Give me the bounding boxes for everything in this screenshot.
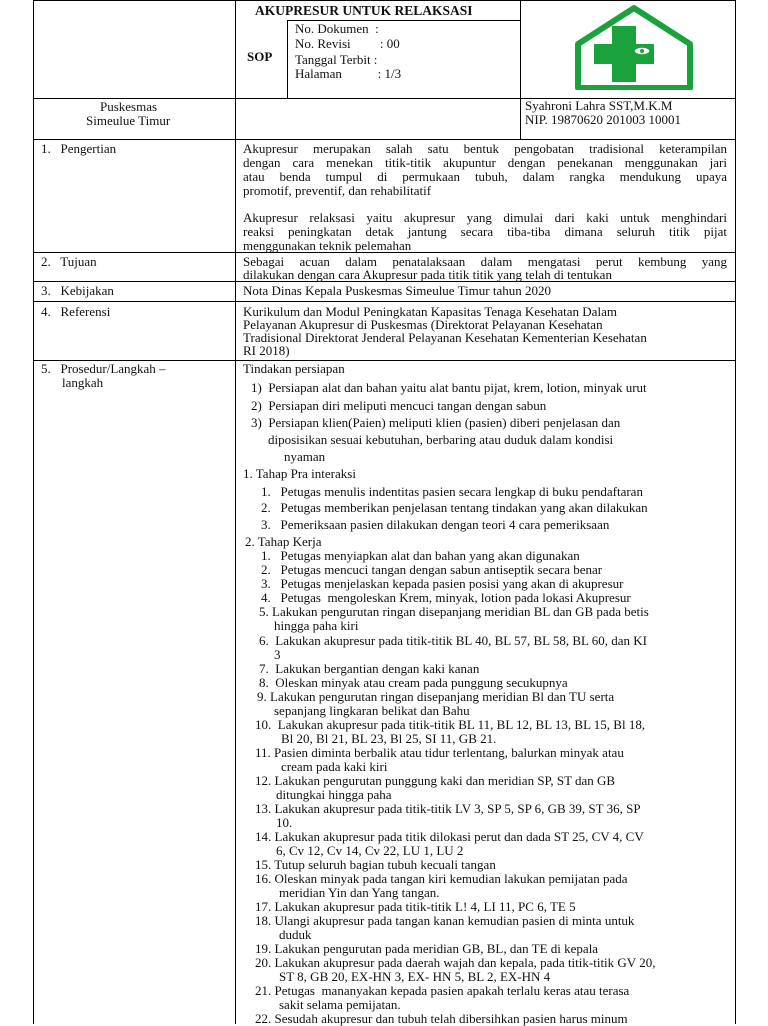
prosedur-line: 20. Lakukan akupresur pada daerah wajah dan kepala, pada titik-titik GV 20,: [255, 955, 656, 970]
prosedur-line: 3. Petugas menjelaskan kepada pasien posisi yang akan di akupresur: [261, 576, 624, 591]
prosedur-line: diposisikan sesuai kebutuhan, berbaring atau duduk dalam kondisi: [268, 432, 614, 447]
prosedur-line: 3. Pemeriksaan pasien dilakukan dengan teori 4 cara pemeriksaan: [261, 517, 610, 532]
prosedur-line: duduk: [279, 927, 312, 942]
prosedur-line: 12. Lakukan pengurutan punggung kaki dan meridian SP, ST dan GB: [255, 773, 616, 788]
prosedur-line: 15. Tutup seluruh bagian tubuh kecuali tangan: [255, 857, 496, 872]
org-location: Simeulue Timur: [86, 113, 171, 128]
referensi-line: RI 2018): [243, 343, 290, 358]
section-label-prosedur: 5. Prosedur/Langkah –: [41, 361, 166, 376]
pengertian-line: atau benda tumpul di permukaan tubuh, dalam rangka mendukung upaya: [243, 169, 727, 184]
prosedur-line: 3) Persiapan klien(Paien) meliputi klien (pasien) diberi penjelasan dan: [251, 415, 621, 430]
prosedur-line: 1. Petugas menyiapkan alat dan bahan yang akan digunakan: [261, 548, 580, 563]
prosedur-line: 3: [274, 647, 281, 662]
prosedur-line: Bl 20, Bl 21, BL 23, Bl 25, SI 11, GB 21.: [281, 731, 497, 746]
sop-label: SOP: [247, 49, 273, 64]
tanggal-terbit: Tanggal Terbit :: [295, 52, 378, 67]
section-label-referensi: 4. Referensi: [41, 304, 111, 319]
prosedur-line: 7. Lakukan bergantian dengan kaki kanan: [259, 661, 480, 676]
pengertian-line: Akupresur relaksasi yaitu akupresur yang dimulai dari kaki untuk menghindari: [243, 210, 727, 225]
no-revisi: No. Revisi : 00: [295, 36, 400, 51]
pengertian-line: dengan cara menekan titik-titik akupuntur dengan penekanan menggunakan jari: [243, 155, 727, 170]
prosedur-line: 2) Persiapan diri meliputi mencuci tangan dengan sabun: [251, 398, 547, 413]
prosedur-line: 22. Sesudah akupresur dan tubuh telah dibersihkan pasien harus minum: [255, 1011, 628, 1026]
prosedur-line: 10. Lakukan akupresur pada titik-titik BL 11, BL 12, BL 13, BL 15, Bl 18,: [255, 717, 646, 732]
prosedur-line: 2. Tahap Kerja: [245, 534, 322, 549]
prosedur-line: 11. Pasien diminta berbalik atau tidur terlentang, balurkan minyak atau: [255, 745, 624, 760]
tujuan-line: dilakukan dengan cara Akupresur pada titik titik yang telah di tentukan: [243, 267, 612, 282]
tujuan-line: Sebagai acuan dalam penatalaksaan dalam mengatasi perut kembung yang: [243, 254, 727, 269]
prosedur-line: cream pada kaki kiri: [281, 759, 388, 774]
prosedur-line: 17. Lakukan akupresur pada titik-titik L! 4, LI 11, PC 6, TE 5: [255, 899, 576, 914]
referensi-line: Tradisional Direktorat Jenderal Pelayanan Kesehatan Kementerian Kesehatan: [243, 330, 647, 345]
prosedur-line: 9. Lakukan pengurutan ringan disepanjang meridian Bl dan TU serta: [257, 689, 615, 704]
pengertian-line: menggunakan teknik pelemahan: [243, 238, 412, 253]
prosedur-line: 2. Petugas mencuci tangan dengan sabun antiseptik secara benar: [261, 562, 603, 577]
section-label-tujuan: 2. Tujuan: [41, 254, 97, 269]
referensi-line: Kurikulum dan Modul Peningkatan Kapasitas Tenaga Kesehatan Dalam: [243, 304, 617, 319]
prosedur-line: nyaman: [284, 449, 326, 464]
prosedur-line: 1. Petugas menulis indentitas pasien secara lengkap di buku pendaftaran: [261, 484, 643, 499]
prosedur-line: 8. Oleskan minyak atau cream pada punggung secukupnya: [259, 675, 568, 690]
prosedur-line: 2. Petugas memberikan penjelasan tentang tindakan yang akan dilakukan: [261, 500, 648, 515]
section-label-kebijakan: 3. Kebijakan: [41, 283, 114, 298]
halaman: Halaman : 1/3: [295, 66, 402, 81]
prosedur-line: sepanjang lingkaran belikat dan Bahu: [274, 703, 470, 718]
prosedur-line: 13. Lakukan akupresur pada titik-titik LV 3, SP 5, SP 6, GB 39, ST 36, SP: [255, 801, 641, 816]
prosedur-line: 6, Cv 12, Cv 14, Cv 22, LU 1, LU 2: [276, 843, 464, 858]
prosedur-line: 4. Petugas mengoleskan Krem, minyak, lotion pada lokasi Akupresur: [261, 590, 631, 605]
referensi-line: Pelayanan Akupresur di Puskesmas (Direktorat Pelayanan Kesehatan: [243, 317, 603, 332]
pengertian-line: promotif, preventif, dan rehabilitatif: [243, 183, 432, 198]
prosedur-line: ST 8, GB 20, EX-HN 3, EX- HN 5, BL 2, EX-HN 4: [279, 969, 551, 984]
signatory-nip: NIP. 19870620 201003 10001: [525, 112, 682, 127]
prosedur-line: meridian Yin dan Yang tangan.: [279, 885, 440, 900]
prosedur-line: 6. Lakukan akupresur pada titik-titik BL 40, BL 57, BL 58, BL 60, dan KI: [259, 633, 648, 648]
prosedur-line: 18. Ulangi akupresur pada tangan kanan kemudian pasien di minta untuk: [255, 913, 635, 928]
signatory-name: Syahroni Lahra SST,M.K.M: [525, 98, 673, 113]
document-title: AKUPRESUR UNTUK RELAKSASI: [255, 3, 473, 18]
prosedur-line: ditungkai hingga paha: [276, 787, 392, 802]
prosedur-line: Tindakan persiapan: [243, 361, 345, 376]
pengertian-line: Akupresur merupakan salah satu bentuk pengobatan tradisional keterampilan: [243, 141, 727, 156]
prosedur-line: 5. Lakukan pengurutan ringan disepanjang meridian BL dan GB pada betis: [259, 604, 649, 619]
prosedur-line: 10.: [276, 815, 293, 830]
kebijakan-text: Nota Dinas Kepala Puskesmas Simeulue Timur tahun 2020: [243, 283, 552, 298]
no-dokumen: No. Dokumen :: [295, 21, 379, 36]
org-name: Puskesmas: [100, 99, 158, 114]
section-label-pengertian: 1. Pengertian: [41, 141, 117, 156]
prosedur-line: hingga paha kiri: [274, 618, 359, 633]
prosedur-line: 14. Lakukan akupresur pada titik dilokasi perut dan dada ST 25, CV 4, CV: [255, 829, 644, 844]
section-label-prosedur-cont: langkah: [62, 375, 104, 390]
prosedur-line: 1) Persiapan alat dan bahan yaitu alat bantu pijat, krem, lotion, minyak urut: [251, 380, 647, 395]
prosedur-line: 19. Lakukan pengurutan pada meridian GB, BL, dan TE di kepala: [255, 941, 599, 956]
prosedur-line: 16. Oleskan minyak pada tangan kiri kemudian lakukan pemijatan pada: [255, 871, 628, 886]
prosedur-line: sakit selama pemijatan.: [279, 997, 401, 1012]
prosedur-line: 21. Petugas mananyakan kepada pasien apakah terlalu keras atau terasa: [255, 983, 630, 998]
pengertian-line: reaksi peningkatan detak jantung secara tiba-tiba dimana seluruh titik pijat: [243, 224, 727, 239]
puskesmas-logo: [568, 4, 700, 90]
prosedur-line: 1. Tahap Pra interaksi: [243, 466, 356, 481]
